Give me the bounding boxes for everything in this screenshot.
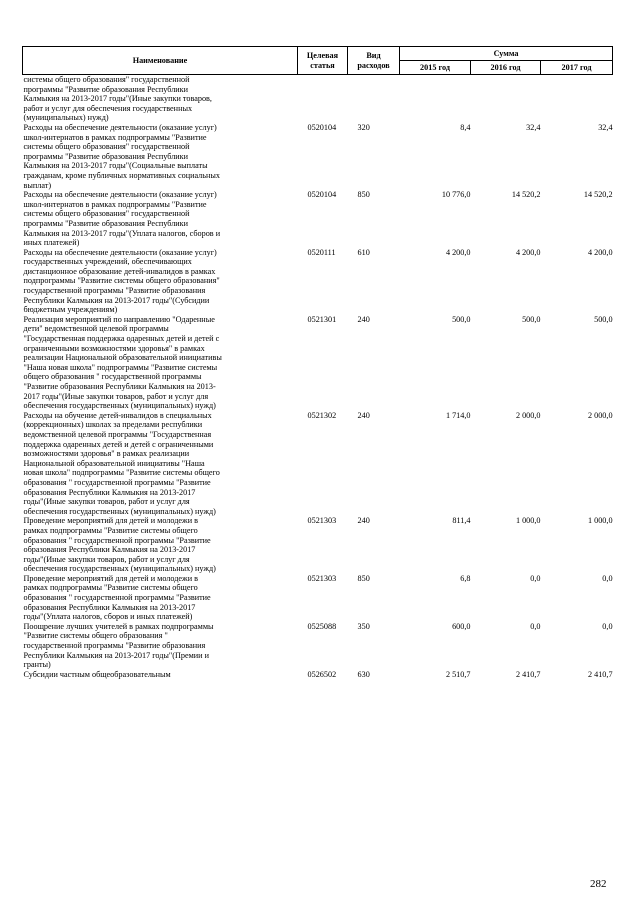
row-sum-2015: 1 714,0 bbox=[445, 410, 471, 420]
header-year-2017: 2017 год bbox=[541, 61, 613, 75]
table-row bbox=[23, 670, 613, 680]
row-sum-2015: 4 200,0 bbox=[445, 247, 471, 257]
row-name: Субсидии частным общеобразовательным bbox=[23, 669, 171, 679]
row-sum-2016: 500,0 bbox=[522, 314, 541, 324]
row-sum-2017: 4 200,0 bbox=[587, 247, 613, 257]
row-sum-2016: 2 410,7 bbox=[515, 669, 541, 679]
row-sum-2015: 500,0 bbox=[452, 314, 471, 324]
row-target: 0520104 bbox=[307, 190, 337, 200]
row-sum-2017: 2 000,0 bbox=[587, 410, 613, 420]
table-row bbox=[23, 516, 613, 574]
row-sum-2017: 0,0 bbox=[602, 621, 613, 631]
row-type: 630 bbox=[357, 669, 370, 679]
row-sum-2015: 10 776,0 bbox=[441, 190, 471, 200]
row-target: 0520104 bbox=[307, 122, 337, 132]
row-type: 850 bbox=[357, 190, 370, 200]
row-sum-2016: 0,0 bbox=[530, 573, 541, 583]
row-type: 350 bbox=[357, 621, 370, 631]
row-target: 0520111 bbox=[307, 247, 336, 257]
table-row bbox=[23, 411, 613, 517]
row-type: 240 bbox=[357, 410, 370, 420]
row-name: Расходы на обеспечение деятельности (оказание услуг) школ-интернатов в рамках подпрограммы "Развитие системы общего образования" государственной программы "Развитие образования Республики Калмыкия на 2013-2017 годы"(Уплата налогов, сборов и иных платежей) bbox=[23, 190, 221, 248]
row-sum-2015 bbox=[400, 75, 471, 123]
table-row bbox=[23, 123, 613, 190]
row-sum-2017: 500,0 bbox=[594, 314, 613, 324]
table-body bbox=[23, 75, 613, 680]
row-type: 850 bbox=[357, 573, 370, 583]
row-sum-2016: 14 520,2 bbox=[511, 190, 541, 200]
row-sum-2016: 32,4 bbox=[526, 122, 541, 132]
row-sum-2017: 14 520,2 bbox=[583, 190, 613, 200]
row-sum-2016 bbox=[471, 75, 541, 123]
row-name: Проведение мероприятий для детей и молодежи в рамках подпрограммы "Развитие системы общего образования " государственной программы "Развитие образования Республики Калмыкия на 2013-2017 годы"(Иные закупки товаров, работ и услуг для обеспечения государственных (муниципальных) нужд) bbox=[23, 516, 216, 574]
row-sum-2016: 0,0 bbox=[530, 621, 541, 631]
row-sum-2015: 2 510,7 bbox=[445, 669, 471, 679]
row-target: 0521303 bbox=[307, 573, 337, 583]
row-sum-2017: 0,0 bbox=[602, 573, 613, 583]
row-name: системы общего образования" государственной программы "Развитие образования Республики Калмыкия на 2013-2017 годы"(Иные закупки товаров, работ и услуг для обеспечения государственных (муниципальных) нужд) bbox=[23, 75, 212, 123]
row-sum-2016: 1 000,0 bbox=[515, 516, 541, 526]
table-row bbox=[23, 190, 613, 248]
header-year-2015: 2015 год bbox=[400, 61, 471, 75]
row-sum-2017: 1 000,0 bbox=[587, 516, 613, 526]
page-number: 282 bbox=[590, 878, 607, 890]
row-type: 320 bbox=[357, 122, 370, 132]
row-name: Поощрение лучших учителей в рамках подпрограммы "Развитие системы общего образования " государственной программы "Развитие образования Республики Калмыкия на 2013-2017 годы"(Премии и гранты) bbox=[23, 621, 214, 670]
header-year-2016: 2016 год bbox=[471, 61, 541, 75]
row-name: Проведение мероприятий для детей и молодежи в рамках подпрограммы "Развитие системы общего образования " государственной программы "Развитие образования Республики Калмыкия на 2013-2017 годы"(Уплата налогов, сборов и иных платежей) bbox=[23, 573, 211, 622]
row-target: 0521302 bbox=[307, 410, 337, 420]
row-type: 610 bbox=[357, 247, 370, 257]
table-row bbox=[23, 622, 613, 670]
row-type: 240 bbox=[357, 314, 370, 324]
row-type: 240 bbox=[357, 516, 370, 526]
header-name: Наименование bbox=[23, 47, 298, 75]
row-sum-2015: 6,8 bbox=[460, 573, 471, 583]
row-sum-2016: 2 000,0 bbox=[515, 410, 541, 420]
row-name: Реализация мероприятий по направлению "Одаренные дети" ведомственной целевой программы "Государственная поддержка одаренных детей и детей с ограниченными возможностями здоровья" в рамках реализации Национальной образовательной инициативы "Наша новая школа" подпрограммы "Развитие системы общего образования " государственной программы "Развитие образования Республики Калмыкия на 2013- 2017 годы"(Иные закупки товаров, работ и услуг для обеспечения государственных (муниципальных) нужд) bbox=[23, 314, 222, 411]
row-sum-2017: 32,4 bbox=[598, 122, 613, 132]
row-sum-2016: 4 200,0 bbox=[515, 247, 541, 257]
row-name: Расходы на обеспечение деятельности (оказание услуг) школ-интернатов в рамках подпрограммы "Развитие системы общего образования" государственной программы "Развитие образования Республики Калмыкия на 2013-2017 годы"(Социальные выплаты гражданам, кроме публичных нормативных социальных выплат) bbox=[23, 122, 220, 190]
row-target: 0521303 bbox=[307, 516, 337, 526]
row-name: Расходы на обеспечение деятельности (оказание услуг) государственных учреждений, обеспечивающих дистанционное образование детей-инвалидов в рамках подпрограммы "Развитие системы общего образования" государственной программы "Развитие образования Республики Калмыкия на 2013-2017 годы"(Субсидии бюджетным учреждениям) bbox=[23, 247, 220, 315]
row-target: 0525088 bbox=[307, 621, 337, 631]
row-sum-2015: 600,0 bbox=[452, 621, 471, 631]
row-sum-2017: 2 410,7 bbox=[587, 669, 613, 679]
table-row bbox=[23, 315, 613, 411]
table-row bbox=[23, 248, 613, 315]
row-sum-2015: 811,4 bbox=[452, 516, 471, 526]
row-target bbox=[298, 75, 348, 123]
row-sum-2017 bbox=[541, 75, 613, 123]
budget-table bbox=[22, 46, 613, 679]
row-type bbox=[348, 75, 400, 123]
header-target: Целевая статья bbox=[298, 47, 348, 75]
row-target: 0521301 bbox=[307, 314, 337, 324]
row-target: 0526502 bbox=[307, 669, 337, 679]
header-type: Вид расходов bbox=[348, 47, 400, 75]
table-row bbox=[23, 574, 613, 622]
row-sum-2015: 8,4 bbox=[460, 122, 471, 132]
table-header bbox=[23, 47, 613, 75]
header-sum: Сумма bbox=[400, 47, 613, 61]
table-row bbox=[23, 75, 613, 123]
row-name: Расходы на обучение детей-инвалидов в специальных (коррекционных) школах за пределами республики ведомственной целевой программы "Государственная поддержка одаренных детей и детей с ограниченными возможностями здоровья" в рамках реализации Национальной образовательной инициативы "Наша новая школа" подпрограммы "Развитие системы общего образования " государственной программы "Развитие образования Республики Калмыкия на 2013-2017 годы"(Иные закупки товаров, работ и услуг для обеспечения государственных (муниципальных) нужд) bbox=[23, 410, 220, 516]
